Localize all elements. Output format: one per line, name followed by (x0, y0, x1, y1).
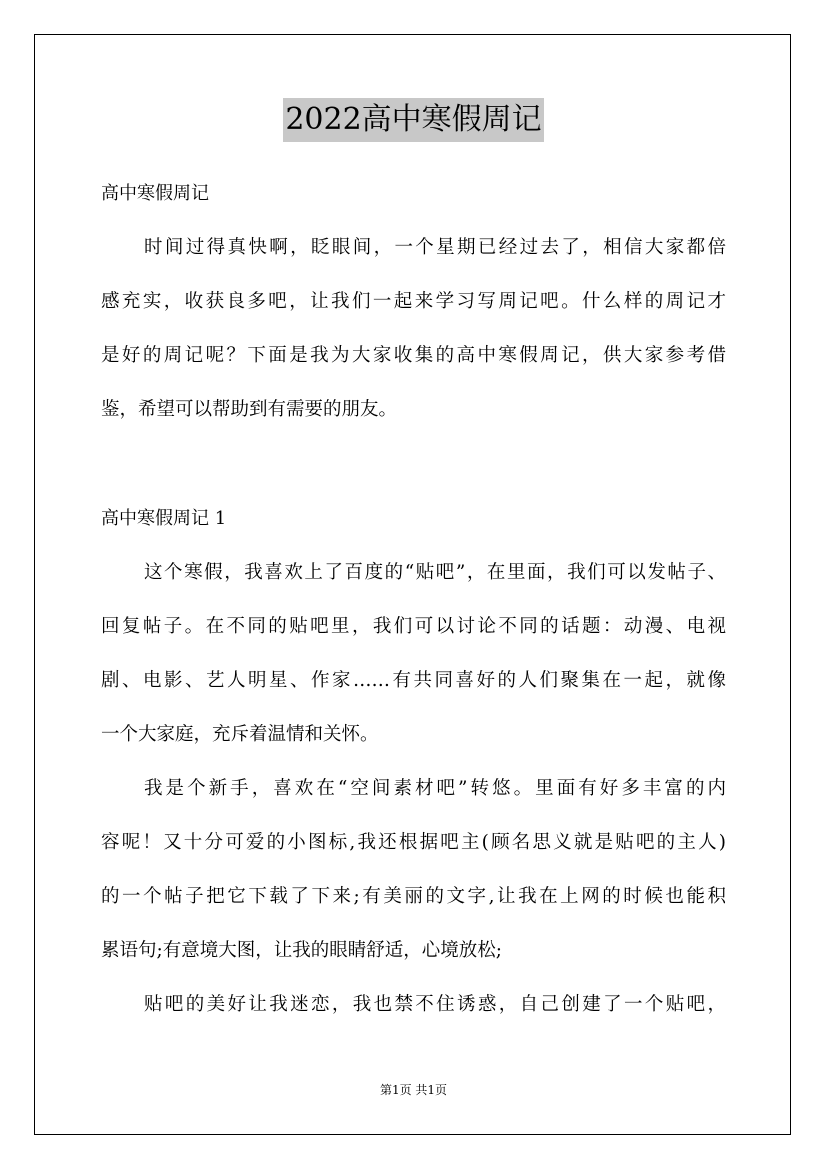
intro-line: 感充实，收获良多吧，让我们一起来学习写周记吧。什么样的周记才 (101, 291, 726, 312)
intro-line: 鉴，希望可以帮助到有需要的朋友。 (101, 399, 398, 420)
page-footer: 第1页 共1页 (379, 1083, 448, 1097)
paragraph-3-line: 贴吧的美好让我迷恋，我也禁不住诱惑，自己创建了一个贴吧， (144, 994, 726, 1015)
intro-line: 时间过得真快啊，眨眼间，一个星期已经过去了，相信大家都倍 (144, 237, 726, 258)
paragraph-2-line: 容呢！又十分可爱的小图标,我还根据吧主(顾名思义就是贴吧的主人) (101, 832, 726, 853)
paragraph-2-line: 我是个新手，喜欢在“空间素材吧”转悠。里面有好多丰富的内 (144, 778, 726, 799)
intro-heading: 高中寒假周记 (101, 183, 209, 204)
intro-line: 是好的周记呢？下面是我为大家收集的高中寒假周记，供大家参考借 (101, 345, 726, 366)
section-1-heading: 高中寒假周记 1 (101, 508, 227, 529)
title-container (0, 98, 827, 142)
paragraph-1-line: 一个大家庭，充斥着温情和关怀。 (101, 724, 379, 745)
paragraph-2-line: 的一个帖子把它下载了下来;有美丽的文字,让我在上网的时候也能积 (101, 886, 726, 907)
paragraph-2-line: 累语句;有意境大图，让我的眼睛舒适，心境放松; (101, 940, 502, 961)
document-title: 2022高中寒假周记 (283, 98, 543, 142)
paragraph-1-line: 剧、电影、艺人明星、作家……有共同喜好的人们聚集在一起，就像 (101, 670, 726, 691)
paragraph-1-line: 这个寒假，我喜欢上了百度的“贴吧”，在里面，我们可以发帖子、 (144, 562, 726, 583)
paragraph-1-line: 回复帖子。在不同的贴吧里，我们可以讨论不同的话题：动漫、电视 (101, 616, 726, 637)
